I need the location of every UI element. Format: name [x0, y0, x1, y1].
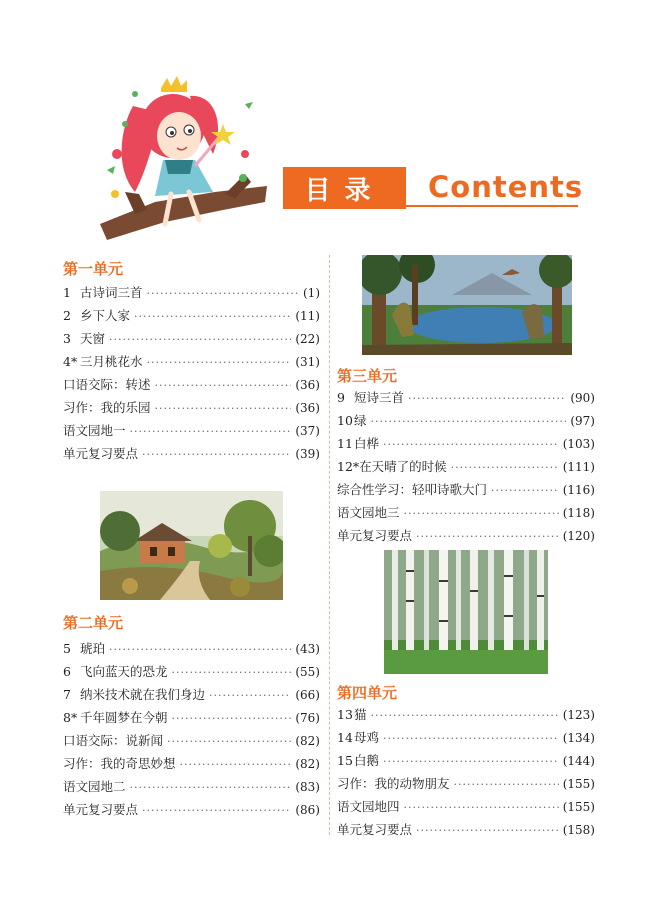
page-number: (82) — [295, 757, 320, 771]
entry-title: 在天晴了的时候 — [359, 459, 447, 474]
page-number: (66) — [295, 688, 320, 702]
toc-title-english: Contents — [428, 170, 584, 204]
toc-entry[interactable]: 3 天窗 ····· (22) — [63, 327, 320, 350]
cottage-landscape-picture — [100, 491, 283, 600]
unit-1-heading: 第一单元 — [63, 260, 124, 278]
entry-title: 语文园地一 — [63, 423, 126, 438]
toc-entry[interactable] — [63, 798, 320, 821]
toc-title-chinese: 目录 — [283, 167, 406, 209]
toc-entry[interactable]: 13 猫 ····· (123) — [337, 703, 595, 726]
toc-entry[interactable]: 8* 千年圆梦在今朝 ····· (76) — [63, 706, 320, 729]
unit-4-list — [337, 703, 595, 841]
entry-title: 纳米技术就在我们身边 — [80, 687, 206, 702]
unit-2-heading: 第二单元 — [63, 614, 124, 632]
toc-entry[interactable] — [337, 524, 595, 547]
toc-entry[interactable] — [63, 373, 320, 396]
page-number: (86) — [295, 803, 320, 817]
entry-title: 单元复习要点 — [63, 446, 139, 461]
unit-3-heading: 第三单元 — [337, 367, 398, 385]
page-number: (43) — [295, 642, 320, 656]
toc-entry[interactable] — [337, 501, 595, 524]
entry-title: 琥珀 — [80, 641, 106, 656]
entry-title: 综合性学习：轻叩诗歌大门 — [337, 482, 488, 497]
toc-entry[interactable] — [337, 795, 595, 818]
entry-title: 单元复习要点 — [337, 528, 413, 543]
page-number: (97) — [570, 414, 595, 428]
entry-title: 习作：我的乐园 — [63, 400, 151, 415]
page-number: (37) — [295, 424, 320, 438]
toc-entry[interactable]: 6 飞向蓝天的恐龙 ····· (55) — [63, 660, 320, 683]
toc-entry[interactable] — [63, 396, 320, 419]
entry-title: 语文园地四 — [337, 799, 400, 814]
page-number: (90) — [570, 391, 595, 405]
unit-4-heading: 第四单元 — [337, 684, 398, 702]
toc-entry[interactable] — [63, 419, 320, 442]
entry-title: 古诗词三首 — [80, 285, 143, 300]
toc-entry[interactable] — [63, 442, 320, 465]
toc-entry[interactable]: 15 白鹅 ····· (144) — [337, 749, 595, 772]
entry-title: 母鸡 — [354, 730, 380, 745]
page-number: (134) — [562, 731, 595, 745]
toc-entry[interactable]: 7 纳米技术就在我们身边 ····· (66) — [63, 683, 320, 706]
title-underline — [406, 205, 578, 207]
page-number: (155) — [562, 800, 595, 814]
birch-forest-picture — [384, 550, 548, 674]
toc-entry[interactable] — [337, 772, 595, 795]
entry-title: 千年圆梦在今朝 — [80, 710, 168, 725]
page-number: (123) — [562, 708, 595, 722]
entry-title: 猫 — [354, 707, 367, 722]
page-number: (116) — [562, 483, 595, 497]
entry-title: 白鹅 — [354, 753, 380, 768]
page-number: (76) — [295, 711, 320, 725]
page-number: (83) — [295, 780, 320, 794]
page-number: (39) — [295, 447, 320, 461]
page-number: (31) — [295, 355, 320, 369]
entry-title: 短诗三首 — [354, 390, 405, 405]
toc-entry[interactable]: 11 白桦 ····· (103) — [337, 432, 595, 455]
entry-title: 单元复习要点 — [337, 822, 413, 837]
toc-entry[interactable]: 4* 三月桃花水 ····· (31) — [63, 350, 320, 373]
unit-3-list — [337, 386, 595, 547]
page-number: (111) — [562, 460, 595, 474]
page-number: (82) — [295, 734, 320, 748]
toc-entry[interactable]: 10 绿 ····· (97) — [337, 409, 595, 432]
dinosaur-scene-picture — [362, 255, 572, 355]
toc-entry[interactable]: 9 短诗三首 ····· (90) — [337, 386, 595, 409]
page-number: (144) — [562, 754, 595, 768]
entry-title: 习作：我的奇思妙想 — [63, 756, 176, 771]
toc-entry[interactable] — [63, 729, 320, 752]
page-number: (103) — [562, 437, 595, 451]
toc-entry[interactable]: 1 古诗词三首 ····· (1) — [63, 281, 320, 304]
toc-entry[interactable]: 14 母鸡 ····· (134) — [337, 726, 595, 749]
toc-entry[interactable] — [337, 478, 595, 501]
entry-title: 天窗 — [80, 331, 106, 346]
entry-title: 习作：我的动物朋友 — [337, 776, 450, 791]
entry-title: 口语交际：转述 — [63, 377, 151, 392]
entry-title: 语文园地二 — [63, 779, 126, 794]
unit-2-list — [63, 637, 320, 821]
toc-entry[interactable]: 2 乡下人家 ····· (11) — [63, 304, 320, 327]
entry-title: 白桦 — [354, 436, 380, 451]
page-number: (120) — [562, 529, 595, 543]
page-number: (1) — [303, 286, 320, 300]
page-number: (118) — [562, 506, 595, 520]
entry-title: 绿 — [354, 413, 367, 428]
page-number: (158) — [562, 823, 595, 837]
page-number: (36) — [295, 401, 320, 415]
column-divider — [329, 255, 330, 835]
entry-title: 飞向蓝天的恐龙 — [80, 664, 168, 679]
entry-title: 三月桃花水 — [80, 354, 143, 369]
entry-title: 乡下人家 — [80, 308, 131, 323]
entry-title: 单元复习要点 — [63, 802, 139, 817]
page-number: (55) — [295, 665, 320, 679]
fairy-girl-illustration — [95, 74, 270, 242]
toc-entry[interactable] — [63, 752, 320, 775]
entry-title: 口语交际：说新闻 — [63, 733, 164, 748]
page-number: (22) — [295, 332, 320, 346]
toc-entry[interactable] — [337, 818, 595, 841]
toc-entry[interactable]: 12* 在天晴了的时候 ····· (111) — [337, 455, 595, 478]
toc-entry[interactable]: 5 琥珀 ····· (43) — [63, 637, 320, 660]
page-number: (36) — [295, 378, 320, 392]
toc-entry[interactable] — [63, 775, 320, 798]
entry-title: 语文园地三 — [337, 505, 400, 520]
unit-1-list — [63, 281, 320, 465]
page-number: (11) — [295, 309, 320, 323]
page-number: (155) — [562, 777, 595, 791]
